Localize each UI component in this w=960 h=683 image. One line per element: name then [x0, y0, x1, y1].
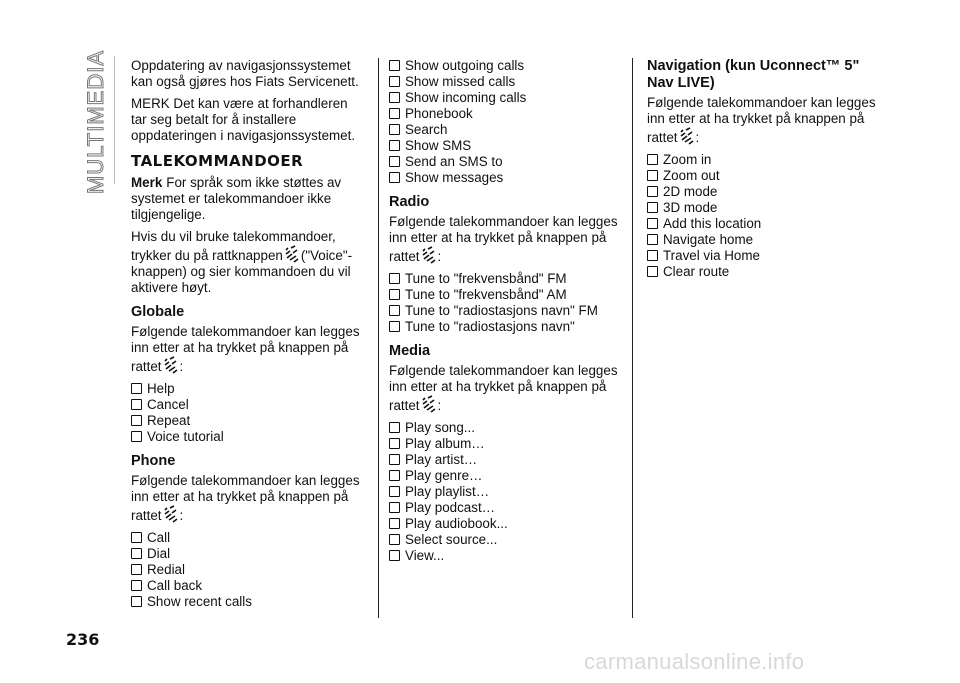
list-item [389, 138, 621, 154]
command-list [389, 271, 621, 335]
command-label: Tune to "frekvensbånd" AM [405, 287, 567, 302]
checkbox-icon [389, 534, 400, 545]
command-label: Phonebook [405, 106, 473, 121]
section-heading: TALEKOMMANDOER [131, 152, 304, 170]
note-label: Merk [131, 175, 163, 190]
list-item [389, 452, 621, 468]
command-label: Play podcast… [405, 500, 496, 515]
command-label: Show outgoing calls [405, 58, 525, 73]
list-item [647, 184, 887, 200]
intro-text: Følgende talekommandoer kan legges inn etter at ha trykket på knappen på rattet [131, 473, 360, 523]
paragraph: MERK Det kan være at forhandleren tar seg betalt for å installere oppdateringen i navigasjonssystemet. [131, 96, 356, 143]
list-item [389, 436, 621, 452]
usage-paragraph [131, 229, 366, 296]
list-item [647, 232, 887, 248]
command-list [647, 152, 887, 280]
command-label: Play song... [405, 420, 475, 435]
checkbox-icon [389, 550, 400, 561]
list-item [389, 319, 621, 335]
checkbox-icon [131, 532, 142, 543]
voice-button-icon [421, 246, 437, 264]
list-item [131, 429, 366, 445]
checkbox-icon [389, 108, 400, 119]
command-label: View... [405, 548, 445, 563]
command-label: Repeat [147, 413, 191, 428]
intro-text: Følgende talekommandoer kan legges inn etter at ha trykket på knappen på rattet [389, 214, 618, 264]
checkbox-icon [131, 596, 142, 607]
colon: : [179, 508, 184, 523]
list-item [647, 216, 887, 232]
checkbox-icon [389, 486, 400, 497]
list-item [389, 58, 621, 74]
subsection-heading: Globale [131, 304, 185, 320]
checkbox-icon [647, 170, 658, 181]
command-label: Show missed calls [405, 74, 516, 89]
checkbox-icon [647, 234, 658, 245]
checkbox-icon [131, 383, 142, 394]
command-label: 2D mode [663, 184, 718, 199]
intro-paragraph [647, 95, 887, 146]
checkbox-icon [647, 218, 658, 229]
column-divider [378, 58, 379, 618]
checkbox-icon [389, 273, 400, 284]
checkbox-icon [389, 454, 400, 465]
command-list [389, 58, 621, 186]
command-label: Tune to "frekvensbånd" FM [405, 271, 567, 286]
paragraph: Oppdatering av navigasjonssystemet kan også gjøres hos Fiats Servicenett. [131, 58, 359, 89]
command-list [389, 420, 621, 564]
checkbox-icon [647, 202, 658, 213]
list-item [389, 271, 621, 287]
colon: : [179, 359, 184, 374]
command-label: Voice tutorial [147, 429, 224, 444]
intro-text: Følgende talekommandoer kan legges inn etter at ha trykket på knappen på rattet [389, 363, 618, 413]
column-3 [647, 58, 887, 286]
checkbox-icon [647, 266, 658, 277]
list-item [389, 516, 621, 532]
checkbox-icon [131, 564, 142, 575]
page-number: 236 [66, 630, 100, 649]
checkbox-icon [389, 305, 400, 316]
command-list [131, 381, 366, 445]
list-item [389, 500, 621, 516]
list-item [389, 74, 621, 90]
checkbox-icon [389, 289, 400, 300]
command-label: Zoom out [663, 168, 720, 183]
list-item [131, 562, 366, 578]
list-item [389, 170, 621, 186]
list-item [131, 578, 366, 594]
list-item [647, 152, 887, 168]
checkbox-icon [389, 124, 400, 135]
checkbox-icon [389, 172, 400, 183]
intro-text: Følgende talekommandoer kan legges inn etter at ha trykket på knappen på rattet [131, 324, 360, 374]
subsection-heading: Navigation (kun Uconnect™ 5" Nav LIVE) [647, 58, 860, 91]
command-label: Clear route [663, 264, 730, 279]
list-item [389, 122, 621, 138]
list-item [389, 90, 621, 106]
column-2 [389, 58, 621, 570]
subsection-heading: Media [389, 343, 431, 359]
checkbox-icon [131, 399, 142, 410]
command-label: Show messages [405, 170, 504, 185]
command-label: Zoom in [663, 152, 712, 167]
list-item [389, 106, 621, 122]
side-tab-rule [114, 56, 115, 184]
command-label: Help [147, 381, 175, 396]
command-label: Show SMS [405, 138, 472, 153]
command-label: Dial [147, 546, 171, 561]
command-label: Add this location [663, 216, 762, 231]
list-item [131, 594, 366, 610]
column-divider [632, 58, 633, 618]
note-paragraph [131, 175, 366, 223]
list-item [131, 530, 366, 546]
command-label: Play artist… [405, 452, 478, 467]
list-item [389, 420, 621, 436]
command-label: Select source... [405, 532, 498, 547]
list-item [647, 264, 887, 280]
list-item [131, 413, 366, 429]
command-label: Show recent calls [147, 594, 252, 609]
command-label: Navigate home [663, 232, 754, 247]
list-item [389, 468, 621, 484]
command-label: Tune to "radiostasjons navn" FM [405, 303, 598, 318]
command-label: Call back [147, 578, 203, 593]
command-label: Show incoming calls [405, 90, 527, 105]
list-item [389, 154, 621, 170]
colon: : [695, 130, 700, 145]
usage-text: ("Voice"-knappen) og sier kommandoen du vil aktivere høyt. [131, 248, 353, 295]
checkbox-icon [389, 518, 400, 529]
checkbox-icon [389, 422, 400, 433]
command-label: Tune to "radiostasjons navn" [405, 319, 575, 334]
command-label: Play genre… [405, 468, 483, 483]
chapter-title: MULTIMEDIA [83, 49, 109, 195]
list-item [647, 200, 887, 216]
command-label: Travel via Home [663, 248, 760, 263]
command-label: Play audiobook... [405, 516, 508, 531]
usage-text: Hvis du vil bruke talekommandoer, trykker du på rattknappen [131, 229, 336, 263]
checkbox-icon [131, 580, 142, 591]
list-item [647, 248, 887, 264]
command-label: Redial [147, 562, 185, 577]
list-item [389, 548, 621, 564]
checkbox-icon [389, 76, 400, 87]
command-label: Call [147, 530, 171, 545]
list-item [131, 381, 366, 397]
list-item [389, 484, 621, 500]
checkbox-icon [389, 502, 400, 513]
checkbox-icon [389, 156, 400, 167]
command-label: 3D mode [663, 200, 718, 215]
checkbox-icon [131, 431, 142, 442]
list-item [131, 546, 366, 562]
command-label: Play playlist… [405, 484, 490, 499]
checkbox-icon [389, 438, 400, 449]
subsection-heading: Radio [389, 194, 430, 210]
checkbox-icon [647, 154, 658, 165]
checkbox-icon [389, 470, 400, 481]
checkbox-icon [389, 92, 400, 103]
intro-text: Følgende talekommandoer kan legges inn etter at ha trykket på knappen på rattet [647, 95, 876, 145]
checkbox-icon [389, 140, 400, 151]
list-item [131, 397, 366, 413]
voice-button-icon [284, 245, 300, 263]
command-label: Send an SMS to [405, 154, 503, 169]
voice-button-icon [421, 395, 437, 413]
voice-button-icon [163, 505, 179, 523]
intro-paragraph [131, 473, 366, 524]
command-list [131, 530, 366, 610]
list-item [389, 287, 621, 303]
note-text: For språk som ikke støttes av systemet er talekommandoer ikke tilgjengelige. [131, 175, 342, 222]
checkbox-icon [389, 60, 400, 71]
list-item [389, 303, 621, 319]
voice-button-icon [163, 356, 179, 374]
colon: : [437, 249, 442, 264]
voice-button-icon [679, 127, 695, 145]
checkbox-icon [647, 250, 658, 261]
intro-paragraph [131, 324, 366, 375]
chapter-side-tab [80, 49, 112, 195]
checkbox-icon [389, 321, 400, 332]
subsection-heading: Phone [131, 453, 176, 469]
intro-paragraph [389, 214, 621, 265]
command-label: Play album… [405, 436, 485, 451]
command-label: Cancel [147, 397, 189, 412]
list-item [389, 532, 621, 548]
watermark: carmanualsonline.info [584, 649, 805, 674]
list-item [647, 168, 887, 184]
checkbox-icon [131, 548, 142, 559]
column-1 [131, 58, 366, 616]
checkbox-icon [131, 415, 142, 426]
intro-paragraph [389, 363, 621, 414]
command-label: Search [405, 122, 448, 137]
checkbox-icon [647, 186, 658, 197]
colon: : [437, 398, 442, 413]
